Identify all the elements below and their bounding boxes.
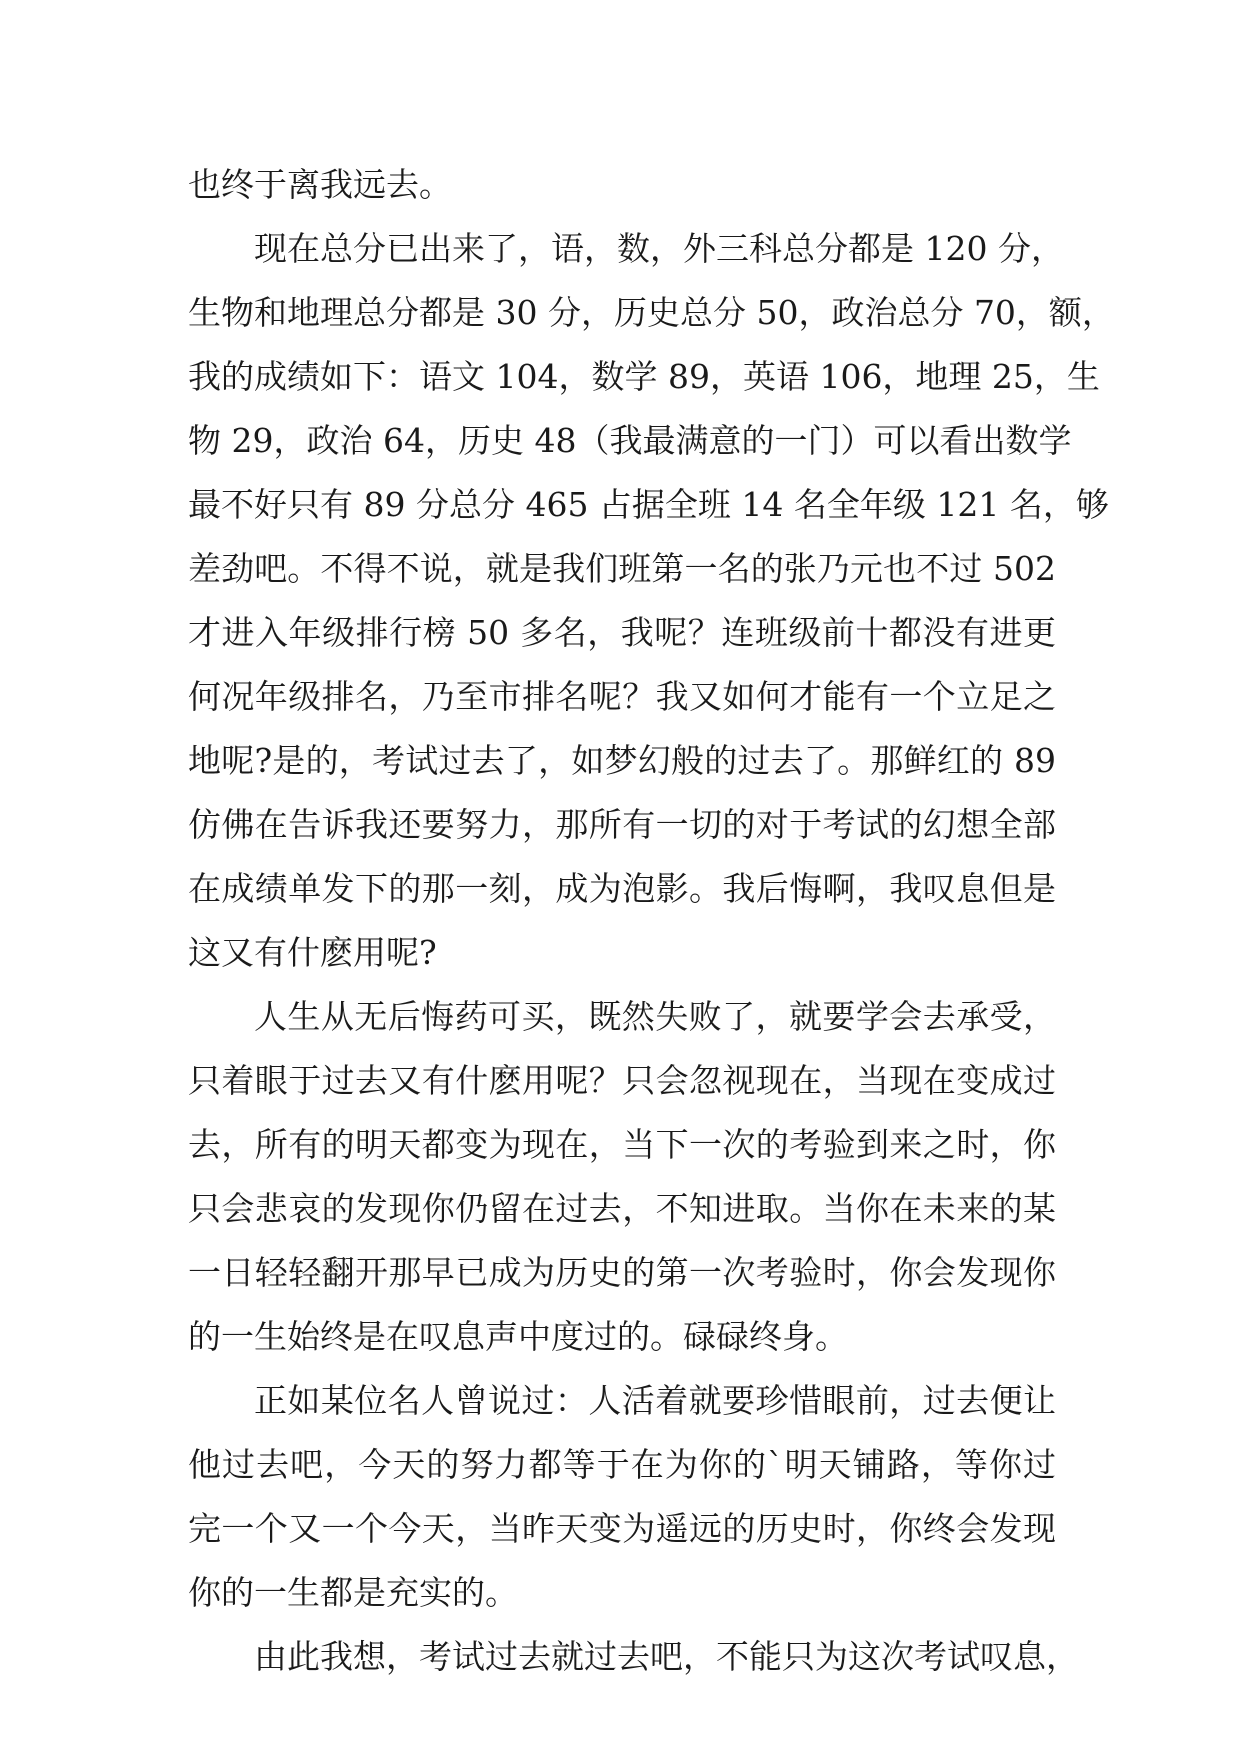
text-line: 现在总分已出来了，语，数，外三科总分都是 120 分， (254, 229, 1064, 268)
text-line: 由此我想，考试过去就过去吧，不能只为这次考试叹息， (254, 1637, 1079, 1676)
text-line: 完一个又一个今天，当昨天变为遥远的历史时，你终会发现 (188, 1509, 1056, 1548)
text-line: 仿佛在告诉我还要努力，那所有一切的对于考试的幻想全部 (188, 805, 1056, 844)
text-line: 地呢?是的，考试过去了，如梦幻般的过去了。那鲜红的 89 (188, 741, 1056, 780)
text-line: 在成绩单发下的那一刻，成为泡影。我后悔啊，我叹息但是 (188, 869, 1056, 908)
text-line: 才进入年级排行榜 50 多名，我呢？连班级前十都没有进更 (188, 613, 1056, 652)
text-line: 差劲吧。不得不说，就是我们班第一名的张乃元也不过 502 (188, 549, 1056, 588)
text-line: 你的一生都是充实的。 (188, 1573, 518, 1612)
text-line: 生物和地理总分都是 30 分，历史总分 50，政治总分 70，额， (188, 293, 1115, 332)
text-line: 一日轻轻翻开那早已成为历史的第一次考验时，你会发现你 (188, 1253, 1056, 1292)
text-line: 我的成绩如下：语文 104，数学 89，英语 106，地理 25，生 (188, 357, 1100, 396)
text-line: 最不好只有 89 分总分 465 占据全班 14 名全年级 121 名，够 (188, 485, 1109, 524)
text-line: 也终于离我远去。 (188, 165, 452, 204)
text-line: 人生从无后悔药可买，既然失败了，就要学会去承受， (254, 997, 1056, 1036)
text-line: 这又有什麽用呢? (188, 933, 437, 972)
text-line: 的一生始终是在叹息声中度过的。碌碌终身。 (188, 1317, 848, 1356)
text-line: 何况年级排名，乃至市排名呢？我又如何才能有一个立足之 (188, 677, 1056, 716)
text-line: 物 29，政治 64，历史 48（我最满意的一门）可以看出数学 (188, 421, 1072, 460)
text-line: 正如某位名人曾说过：人活着就要珍惜眼前，过去便让 (254, 1381, 1056, 1420)
text-line: 去，所有的明天都变为现在，当下一次的考验到来之时，你 (188, 1125, 1056, 1164)
text-line: 只着眼于过去又有什麽用呢？只会忽视现在，当现在变成过 (188, 1061, 1056, 1100)
text-line: 他过去吧，今天的努力都等于在为你的`明天铺路，等你过 (188, 1445, 1056, 1484)
text-line: 只会悲哀的发现你仍留在过去，不知进取。当你在未来的某 (188, 1189, 1056, 1228)
